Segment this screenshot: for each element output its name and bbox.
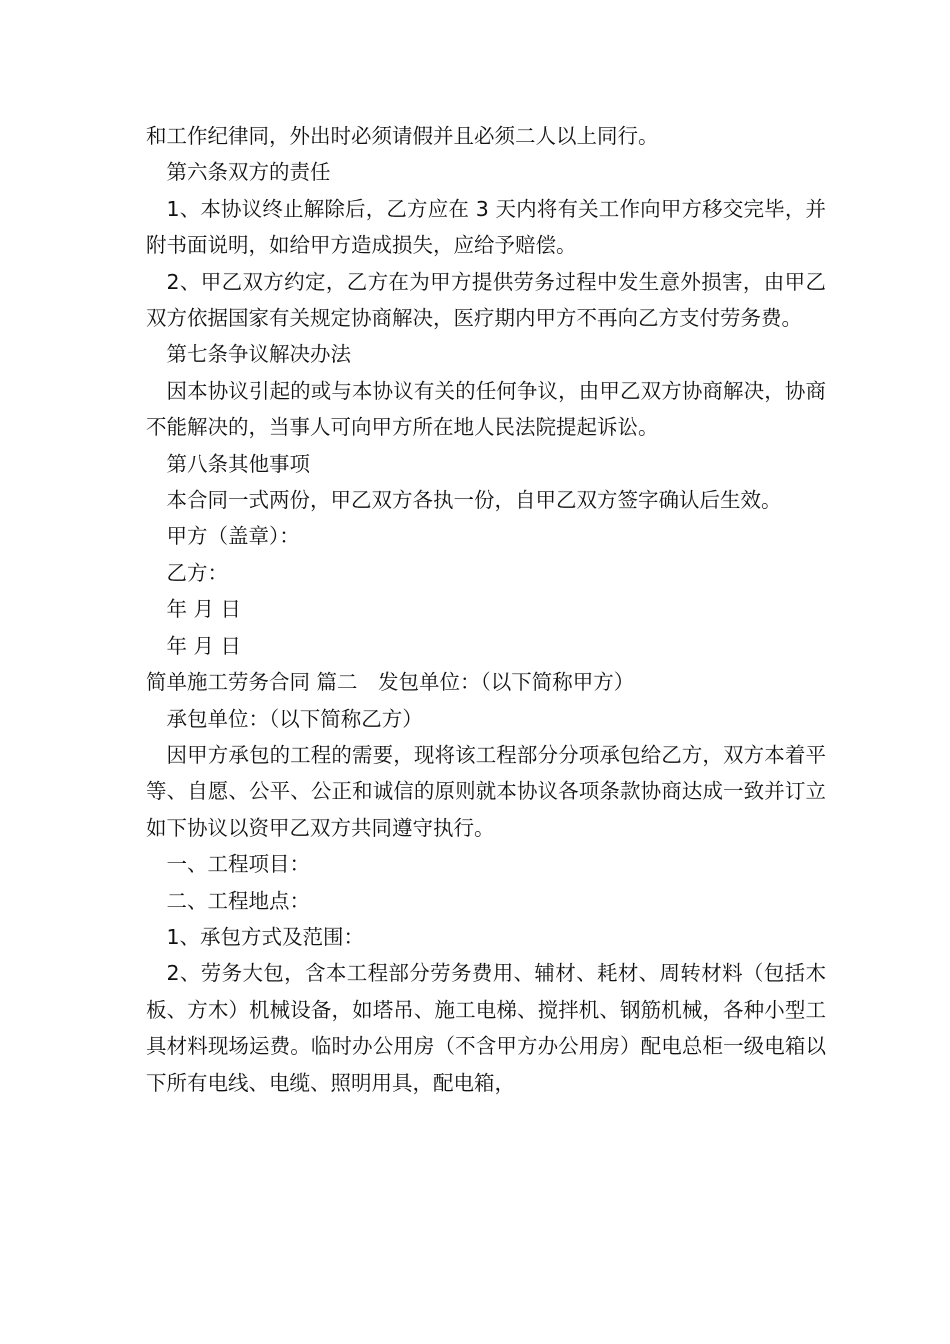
signature-party-a: 甲方（盖章）： bbox=[166, 524, 300, 549]
section-heading-article-8: 第八条其他事项 bbox=[166, 451, 310, 476]
paragraph-article-6-item-2: 2、甲乙双方约定，乙方在为甲方提供劳务过程中发生意外损害，由甲乙双方依据国家有关规定协商解决，医疗期内甲方不再向乙方支付劳务费。 bbox=[146, 269, 826, 331]
paragraph-contract-scope: 1、承包方式及范围： bbox=[166, 924, 365, 949]
document-body bbox=[146, 118, 826, 1101]
section-heading-article-7: 第七条争议解决办法 bbox=[166, 342, 351, 367]
paragraph-continued-discipline: 和工作纪律同，外出时必须请假并且必须二人以上同行。 bbox=[146, 124, 659, 148]
contract-title-part-2: 简单施工劳务合同 篇二 发包单位：（以下简称甲方） bbox=[146, 670, 635, 695]
paragraph-labor-package: 2、劳务大包，含本工程部分劳务费用、辅材、耗材、周转材料（包括木板、方木）机械设备，如塔吊、施工电梯、搅拌机、钢筋机械，各种小型工具材料现场运费。临时办公用房（不含甲方办公用房）配电总柜一级电箱以下所有电线、电缆、照明用具，配电箱， bbox=[146, 961, 826, 1095]
signature-date-2: 年 月 日 bbox=[166, 633, 242, 658]
paragraph-article-8: 本合同一式两份，甲乙双方各执一份，自甲乙双方签字确认后生效。 bbox=[166, 488, 782, 513]
paragraph-article-6-item-1: 1、本协议终止解除后，乙方应在 3 天内将有关工作向甲方移交完毕，并附书面说明，如给甲方造成损失，应给予赔偿。 bbox=[146, 196, 826, 258]
paragraph-article-7: 因本协议引起的或与本协议有关的任何争议，由甲乙双方协商解决，协商不能解决的，当事人可向甲方所在地人民法院提起诉讼。 bbox=[146, 378, 826, 440]
section-heading-project-location: 二、工程地点： bbox=[166, 888, 310, 913]
section-heading-article-6: 第六条双方的责任 bbox=[166, 160, 331, 185]
signature-date-1: 年 月 日 bbox=[166, 597, 242, 622]
section-heading-project-item: 一、工程项目： bbox=[166, 852, 310, 877]
paragraph-contractor-unit: 承包单位：（以下简称乙方） bbox=[166, 706, 423, 731]
paragraph-preamble: 因甲方承包的工程的需要，现将该工程部分分项承包给乙方，双方本着平等、自愿、公平、公正和诚信的原则就本协议各项条款协商达成一致并订立如下协议以资甲乙双方共同遵守执行。 bbox=[146, 742, 826, 840]
signature-party-b: 乙方： bbox=[166, 560, 228, 585]
